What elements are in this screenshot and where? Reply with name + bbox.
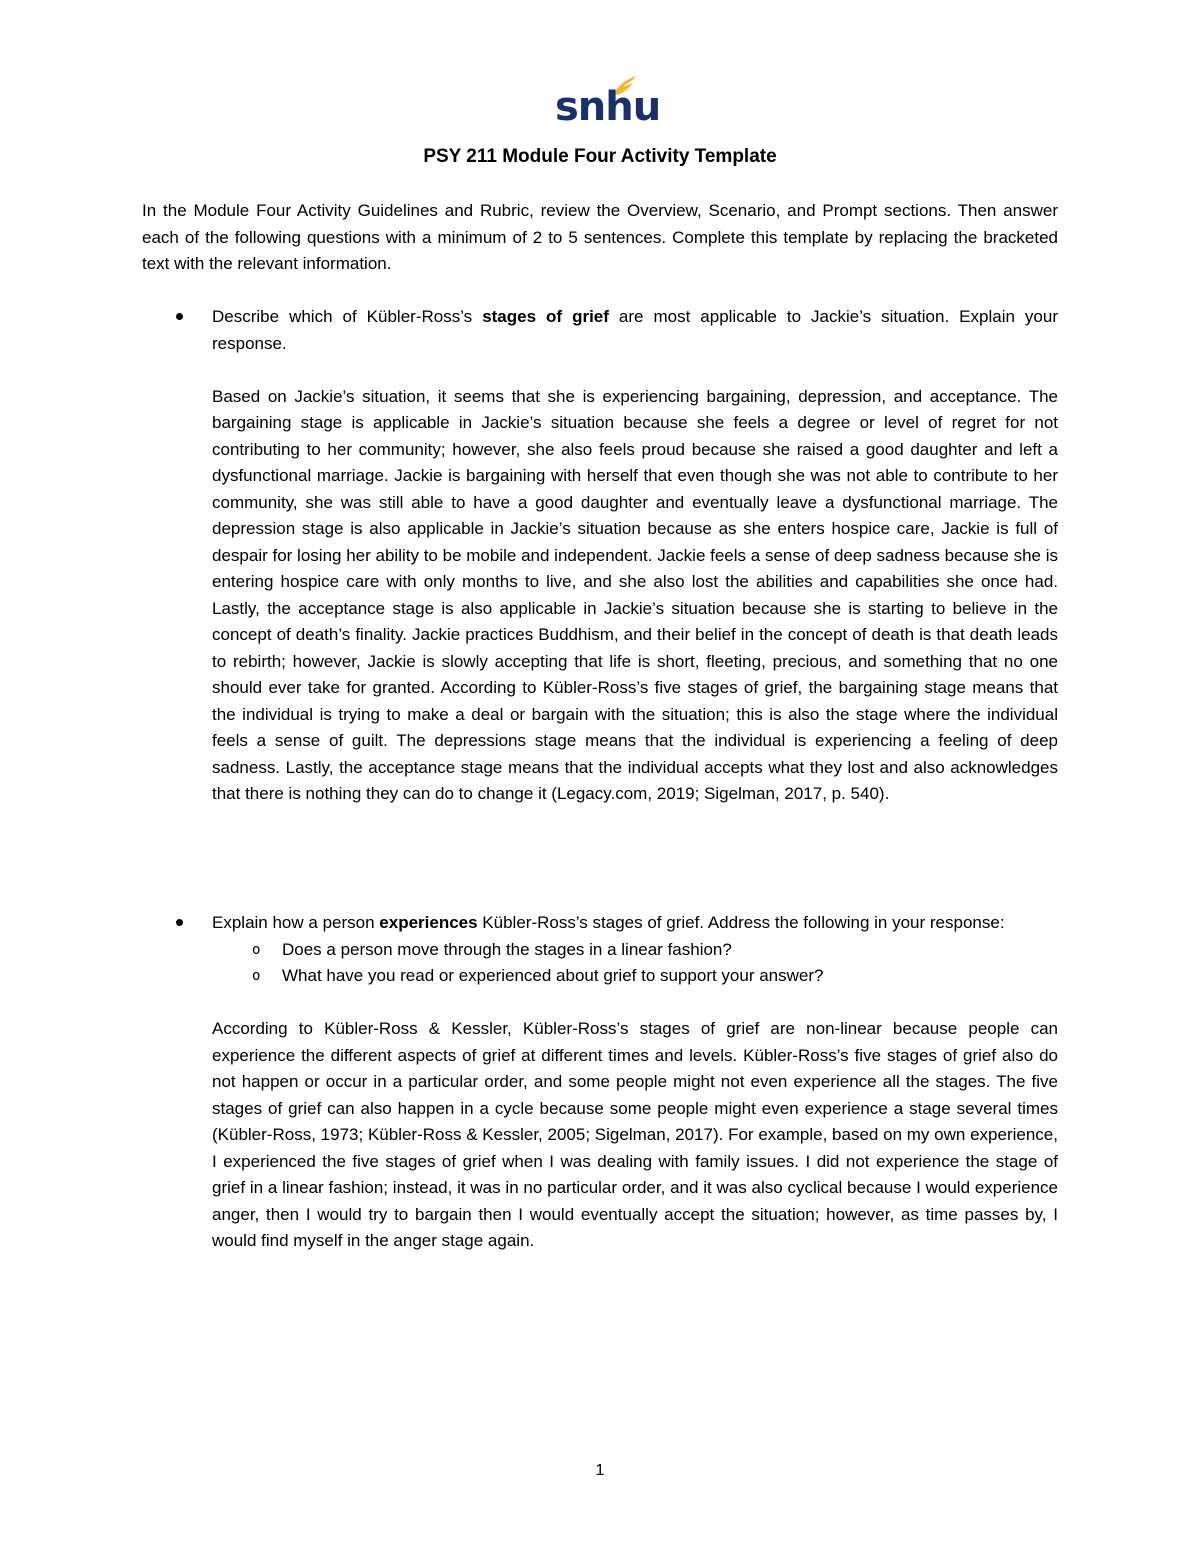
question-2-prompt-end: Kübler-Ross’s stages of grief. Address the following in your response: (477, 913, 1005, 932)
question-2-answer: According to Kübler-Ross & Kessler, Kübler-Ross’s stages of grief are non-linear because people can experience the different aspects of grief at different times and levels. Kübler-Ross’s five stages of grief also do not happen or occur in a particular order, and some people might not even experience all the stages. The five stages of grief can also happen in a cycle because some people might even experience a stage several times (Kübler-Ross, 1973; Kübler-Ross & Kessler, 2005; Sigelman, 2017). For example, based on my own experience, I experienced the five stages of grief when I was dealing with family issues. I did not experience the stage of grief in a linear fashion; instead, it was in no particular order, and it was also cyclical because I would experience anger, then I would try to bargain then I would eventually accept the situation; however, as time passes by, I would find myself in the anger stage again. (212, 1019, 1058, 1250)
bullet-icon (176, 313, 183, 320)
snhu-logo (555, 74, 661, 134)
bullet-icon (176, 919, 183, 926)
subitem-text: What have you read or experienced about grief to support your answer? (282, 966, 824, 985)
question-1-prompt-end: are most applicable to Jackie’s situation. Explain your response. (212, 307, 1058, 353)
list-item (212, 963, 1058, 990)
question-1-answer: Based on Jackie’s situation, it seems that she is experiencing bargaining, depression, and acceptance. The bargaining stage is applicable in Jackie’s situation because she feels a degree or level of regret for not contributing to her community; however, she also feels proud because she raised a good daughter and left a dysfunctional marriage. Jackie is bargaining with herself that even though she was not able to contribute to her community, she was still able to have a good daughter and eventually leave a dysfunctional marriage. The depression stage is also applicable in Jackie’s situation because as she enters hospice care, Jackie is full of despair for losing her ability to be mobile and independent. Jackie feels a sense of deep sadness because she is entering hospice care with only months to live, and she also lost the abilities and capabilities she once had. Lastly, the acceptance stage is also applicable in Jackie’s situation because she is starting to believe in the concept of death’s finality. Jackie practices Buddhism, and their belief in the concept of death is that death leads to rebirth; however, Jackie is slowly accepting that life is short, fleeting, precious, and something that no one should ever take for granted. According to Kübler-Ross’s five stages of grief, the bargaining stage means that the individual is trying to make a deal or bargain with the situation; this is also the stage where the individual feels a sense of guilt. The depressions stage means that the individual is experiencing a feeling of deep sadness. Lastly, the acceptance stage means that the individual accepts what they lost and also acknowledges that there is nothing they can do to change it (Legacy.com, 2019; Sigelman, 2017, p. 540). (212, 386, 1058, 803)
intro-paragraph: In the Module Four Activity Guidelines and Rubric, review the Overview, Scenario, and Prompt sections. Then answer each of the following questions with a minimum of 2 to 5 sentences. Complete this template by replacing the bracketed text with the relevant information. (142, 201, 1058, 273)
list-item (212, 937, 1058, 964)
question-2-subitems (212, 937, 1058, 990)
question-1-prompt-start: Describe which of Kübler-Ross’s (212, 307, 483, 326)
question-1-block (142, 304, 1058, 808)
page-number: 1 (595, 1462, 605, 1479)
question-2-prompt-bold: experiences (379, 913, 478, 932)
logo-wordmark: snhu (555, 84, 661, 130)
question-2-block (142, 910, 1058, 1255)
question-1-prompt-bold: stages of grief (482, 307, 609, 326)
subitem-text: Does a person move through the stages in a linear fashion? (282, 939, 732, 959)
circle-bullet-icon: o (252, 941, 261, 958)
question-1-prompt (212, 304, 1058, 357)
question-2-prompt (212, 910, 1058, 937)
question-2-prompt-start: Explain how a person (212, 913, 380, 932)
document-title: PSY 211 Module Four Activity Template (423, 146, 777, 167)
circle-bullet-icon: o (252, 968, 261, 984)
